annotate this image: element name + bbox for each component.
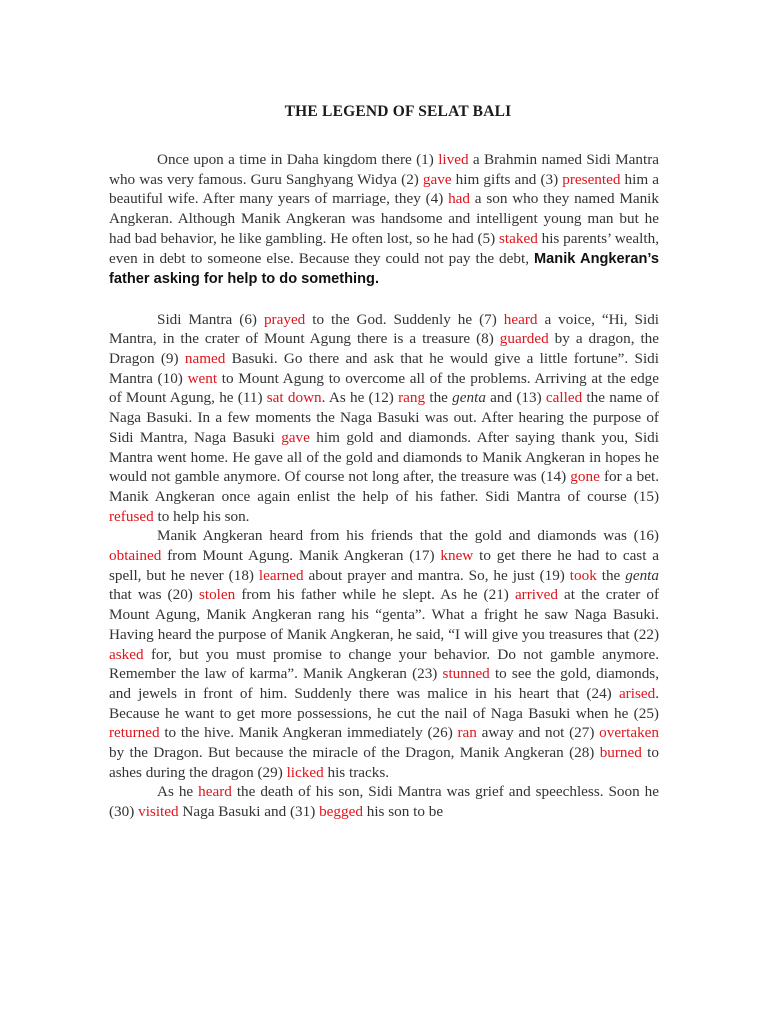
text-run: his tracks. <box>323 763 390 781</box>
highlighted-verb: had <box>448 190 471 208</box>
highlighted-verb: overtaken <box>599 724 659 742</box>
paragraph-p4 <box>109 782 659 821</box>
highlighted-verb: rang <box>398 389 426 407</box>
text-run: . As he (12) <box>321 389 399 407</box>
text-run: him gifts and (3) <box>451 170 563 188</box>
text-run: to ashes during the dragon (29) <box>109 744 659 781</box>
highlighted-verb: licked <box>286 763 324 781</box>
text-run: the <box>596 566 626 584</box>
text-run: Manik Angkeran heard from his friends that the gold and diamonds was (16) <box>157 527 659 545</box>
text-run: to get there he had to cast a spell, but he never (18) <box>109 547 659 584</box>
highlighted-verb: gave <box>281 428 310 446</box>
text-run: Sidi Mantra (6) <box>157 310 264 328</box>
text-run: from Mount Agung. Manik Angkeran (17) <box>161 547 441 565</box>
paragraph-p3 <box>109 526 659 782</box>
italic-term: genta <box>452 389 486 407</box>
highlighted-verb: gave <box>422 170 452 188</box>
highlighted-verb: guarded <box>499 330 549 348</box>
text-run: him gold and diamonds. After saying thank you, Sidi Mantra went home. He gave all of the gold and diamonds to Manik Angkeran in hopes he would not gamble anymore. Of course not long after, the treasure was (14) <box>109 428 659 486</box>
document-title: THE LEGEND OF SELAT BALI <box>284 103 512 120</box>
highlighted-verb: took <box>569 566 597 584</box>
emphasized-sentence: Manik Angkeran’s father asking for help to do something. <box>109 250 660 288</box>
highlighted-verb: gone <box>570 468 600 486</box>
highlighted-verb: stunned <box>442 665 490 683</box>
highlighted-verb: asked <box>109 645 144 663</box>
text-run: and (13) <box>485 389 546 407</box>
highlighted-verb: heard <box>198 783 232 801</box>
italic-term: genta <box>625 566 659 584</box>
text-run: a Brahmin named Sidi Mantra who was very famous. Guru Sanghyang Widya (2) <box>109 151 659 188</box>
text-run: to Mount Agung to overcome all of the problems. Arriving at the edge of Mount Agung, he (11) <box>109 369 659 407</box>
highlighted-verb: arrived <box>514 586 558 604</box>
highlighted-verb: lived <box>438 151 469 168</box>
text-run: by a dragon, the Dragon (9) <box>109 330 660 368</box>
highlighted-verb: begged <box>319 803 363 821</box>
text-run: As he <box>157 783 199 801</box>
highlighted-verb: returned <box>109 724 160 742</box>
text-run: Once upon a time in Daha kingdom there (1) <box>157 151 439 168</box>
highlighted-verb: presented <box>562 170 621 188</box>
highlighted-verb: knew <box>440 547 474 565</box>
highlighted-verb: stolen <box>198 586 236 604</box>
highlighted-verb: arised <box>618 684 656 702</box>
paragraph-p2 <box>109 310 659 527</box>
highlighted-verb: called <box>545 389 583 407</box>
story-body <box>109 150 659 822</box>
text-run: him a beautiful wife. After many years of marriage, they (4) <box>109 170 659 208</box>
highlighted-verb: went <box>187 369 218 387</box>
highlighted-verb: sat down <box>266 389 322 407</box>
highlighted-verb: staked <box>498 229 538 247</box>
text-run: for, but you must promise to change your behavior. Do not gamble anymore. Remember the law of karma”. Manik Angkeran (23) <box>109 645 659 683</box>
highlighted-verb: learned <box>258 566 304 584</box>
text-run: to help his son. <box>153 507 250 525</box>
highlighted-verb: ran <box>457 724 477 742</box>
text-run: a son who they named Manik Angkeran. Although Manik Angkeran was handsome and intelligent young man but he had bad behavior, he like gambling. He often lost, so he had (5) <box>109 190 659 247</box>
text-run: to the God. Suddenly he (7) <box>305 310 504 328</box>
text-run: the name of Naga Basuki. In a few moments the Naga Basuki was out. After hearing the purpose of Sidi Mantra, Naga Basuki <box>109 389 660 446</box>
text-run: Basuki. Go there and ask that he would give a little fortune”. Sidi Mantra (10) <box>109 350 659 387</box>
text-run: about prayer and mantra. So, he just (19) <box>303 566 570 584</box>
text-run: that was (20) <box>109 586 199 604</box>
text-run: at the crater of Mount Agung, Manik Angkeran rang his “genta”. What a fright he saw Naga Basuki. Having heard the purpose of Manik Angkeran, he said, “I will give you treasures that (22) <box>109 586 660 643</box>
text-run: the <box>425 389 453 407</box>
text-run: from his father while he slept. As he (21) <box>235 586 515 604</box>
text-run: by the Dragon. But because the miracle of the Dragon, Manik Angkeran (28) <box>109 744 600 762</box>
highlighted-verb: burned <box>599 744 642 762</box>
text-run: . Because he want to get more possessions, he cut the nail of Naga Basuki when he (25) <box>109 684 659 722</box>
text-run: away and not (27) <box>476 724 600 742</box>
highlighted-verb: prayed <box>263 310 306 328</box>
text-run: his parents’ wealth, even in debt to someone else. Because they could not pay the debt, <box>109 229 659 267</box>
text-run: the death of his son, Sidi Mantra was grief and speechless. Soon he (30) <box>109 783 659 821</box>
text-run: to the hive. Manik Angkeran immediately (26) <box>159 724 458 742</box>
text-run: Naga Basuki and (31) <box>178 803 320 821</box>
paragraph-p1 <box>109 150 659 290</box>
highlighted-verb: obtained <box>109 547 162 565</box>
highlighted-verb: named <box>184 350 226 368</box>
text-run: a voice, “Hi, Sidi Mantra, in the crater of Mount Agung there is a treasure (8) <box>109 310 660 348</box>
highlighted-verb: visited <box>138 803 179 821</box>
highlighted-verb: refused <box>109 507 154 525</box>
text-run: his son to be <box>362 803 444 821</box>
highlighted-verb: heard <box>503 310 538 328</box>
text-run: for a bet. Manik Angkeran once again enlist the help of his father. Sidi Mantra of course (15) <box>109 468 659 505</box>
text-run: to see the gold, diamonds, and jewels in front of him. Suddenly there was malice in his heart that (24) <box>109 665 659 702</box>
